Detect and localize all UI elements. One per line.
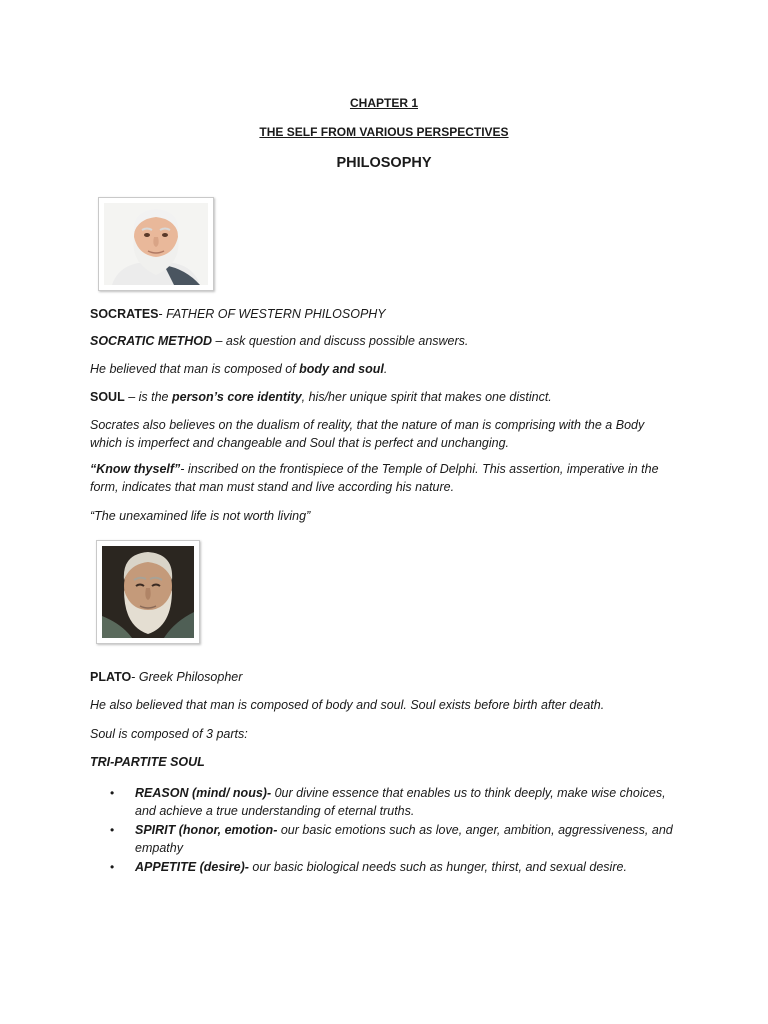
plato-portrait: [96, 540, 200, 644]
socrates-belief: He believed that man is composed of body and soul.: [90, 362, 388, 376]
soul-term: SOUL: [90, 390, 125, 404]
plato-epithet: Greek Philosopher: [138, 670, 243, 684]
plato-belief: He also believed that man is composed of body and soul. Soul exists before birth after death.: [90, 698, 605, 712]
bullet-icon: •: [110, 823, 115, 837]
plato-name: PLATO: [90, 670, 132, 684]
plato-portrait-image: [102, 546, 194, 638]
soul-definition: SOUL – is the person’s core identity, his/her unique spirit that makes one distinct.: [90, 390, 552, 404]
know-thyself-paragraph: “Know thyself”- inscribed on the frontispiece of the Temple of Delphi. This assertion, imperative in the form, indicates that man must stand and live according his nature.: [90, 462, 659, 494]
unexamined-life-quote: “The unexamined life is not worth living”: [90, 509, 311, 523]
tripartite-soul-heading: TRI-PARTITE SOUL: [90, 755, 205, 769]
chapter-heading: CHAPTER 1: [349, 96, 418, 110]
socrates-epithet: FATHER OF WESTERN PHILOSOPHY: [166, 307, 386, 321]
socrates-portrait: [98, 197, 214, 291]
list-item: • SPIRIT (honor, emotion- our basic emotions such as love, anger, ambition, aggressiveness, and empathy: [110, 823, 673, 855]
socrates-name: SOCRATES: [90, 307, 159, 321]
chapter-subtitle: THE SELF FROM VARIOUS PERSPECTIVES: [259, 125, 509, 139]
list-item: • APPETITE (desire)- our basic biological needs such as hunger, thirst, and sexual desire.: [110, 860, 627, 874]
list-item: • REASON (mind/ nous)- 0ur divine essence that enables us to think deeply, make wise choices, and achieve a true understanding of eternal truths.: [110, 786, 666, 818]
bullet-icon: •: [110, 786, 115, 800]
socrates-intro: SOCRATES- FATHER OF WESTERN PHILOSOPHY: [90, 307, 386, 321]
socratic-method-term: SOCRATIC METHOD: [90, 334, 212, 348]
know-thyself-term: “Know thyself”: [90, 462, 181, 476]
plato-intro: PLATO- Greek Philosopher: [90, 670, 243, 684]
bullet-icon: •: [110, 860, 115, 874]
soul-parts-list: [110, 784, 690, 877]
dualism-paragraph: Socrates also believes on the dualism of reality, that the nature of man is comprising with the a Body which is imperfect and changeable and Soul that is perfect and unchanging.: [90, 418, 645, 450]
soul-parts-intro: Soul is composed of 3 parts:: [90, 727, 248, 741]
socrates-portrait-image: [104, 203, 208, 285]
socratic-method: SOCRATIC METHOD – ask question and discuss possible answers.: [90, 334, 469, 348]
section-title: PHILOSOPHY: [336, 155, 432, 171]
